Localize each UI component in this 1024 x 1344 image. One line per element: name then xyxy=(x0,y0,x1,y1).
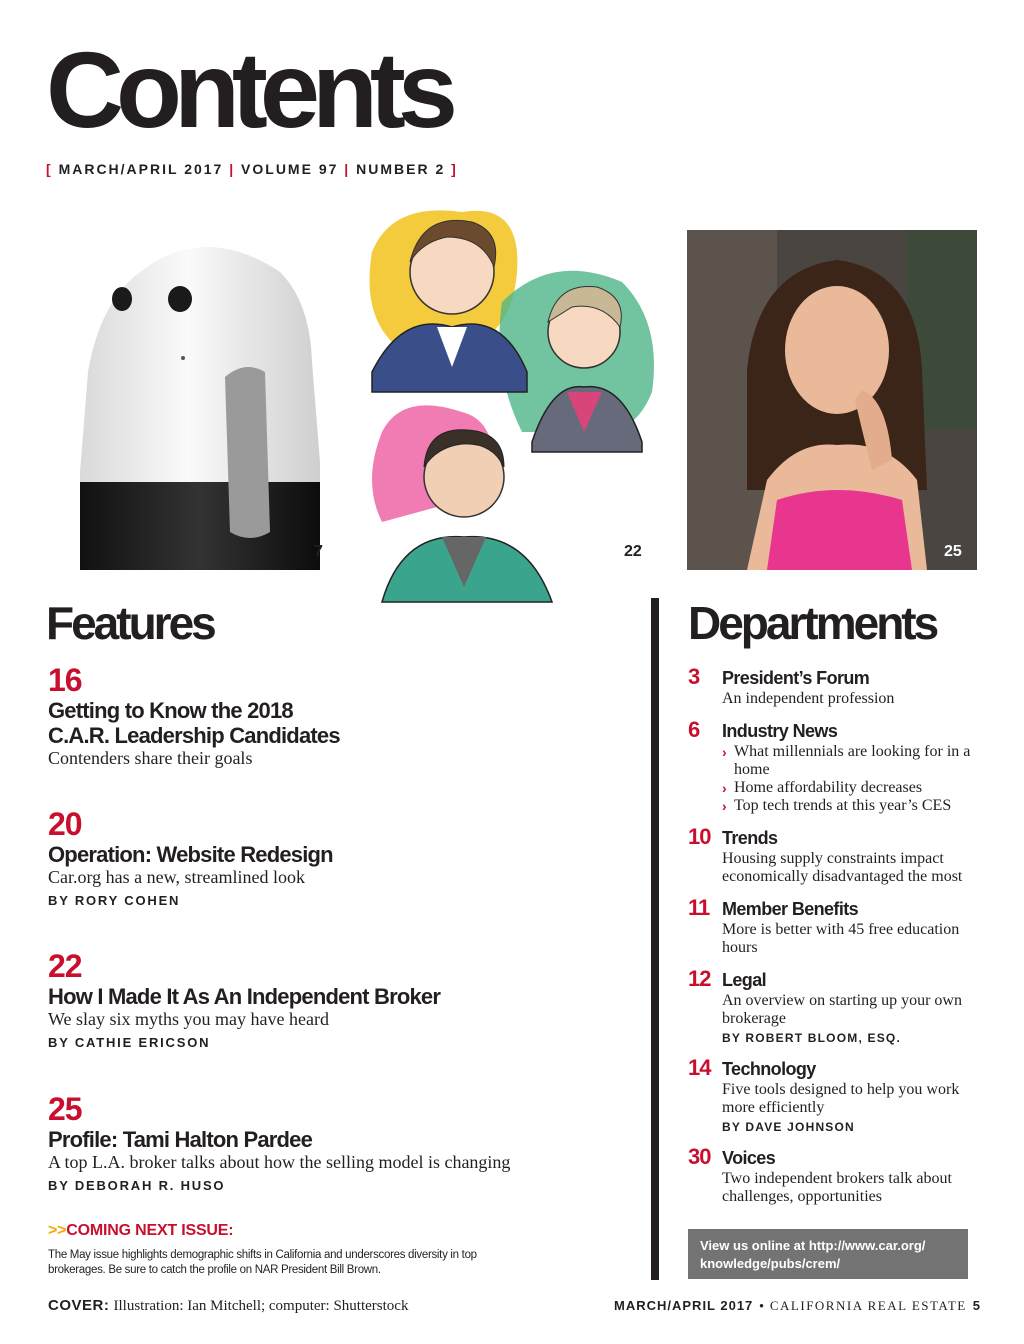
feature-page-number: 25 xyxy=(48,1091,82,1127)
cover-label: COVER: xyxy=(48,1297,110,1314)
coming-next-text: The May issue highlights demographic shifts in California and underscores diversity in top brokerages. Be sure to catch the profile on NAR President Bill Brown. xyxy=(48,1249,477,1276)
department-page-number: 6 xyxy=(688,717,700,742)
feature-title: How I Made It As An Independent Broker xyxy=(48,984,441,1009)
department-title: Technology xyxy=(722,1059,816,1079)
feature-title: C.A.R. Leadership Candidates xyxy=(48,723,340,748)
robot-image xyxy=(80,232,332,570)
double-chevron-icon: >> xyxy=(48,1222,67,1239)
list-item: › Home affordability decreases xyxy=(722,779,923,796)
feature-page-number: 20 xyxy=(48,806,82,842)
column-divider xyxy=(651,598,659,1280)
department-description: Five tools designed to help you work more efficiently xyxy=(722,1081,960,1116)
department-item[interactable] xyxy=(688,895,988,957)
feature-page-number: 22 xyxy=(48,948,82,984)
issue-separator: | xyxy=(344,161,351,177)
feature-description: Contenders share their goals xyxy=(48,748,253,768)
cover-credit xyxy=(48,1297,408,1315)
chevron-right-icon: › xyxy=(722,780,727,796)
department-byline: BY ROBERT BLOOM, ESQ. xyxy=(722,1031,901,1045)
issue-volume: VOLUME 97 xyxy=(241,161,339,177)
feature-title: Getting to Know the 2018 xyxy=(48,698,293,723)
feature-title: Profile: Tami Halton Pardee xyxy=(48,1127,313,1152)
feature-item[interactable] xyxy=(48,950,608,1050)
issue-close-bracket: ] xyxy=(451,161,458,177)
department-title: Legal xyxy=(722,970,767,990)
feature-byline: BY DEBORAH R. HUSO xyxy=(48,1178,226,1193)
department-page-number: 12 xyxy=(688,966,711,991)
issue-open-bracket: [ xyxy=(46,161,53,177)
department-item[interactable] xyxy=(688,1055,988,1134)
footer-date: MARCH/APRIL 2017 xyxy=(614,1298,754,1313)
department-description: An overview on starting up your own brokerage xyxy=(722,992,962,1027)
department-page-number: 10 xyxy=(688,824,711,849)
cover-text: Illustration: Ian Mitchell; computer: Shutterstock xyxy=(113,1298,409,1314)
issue-number: NUMBER 2 xyxy=(356,161,446,177)
department-page-number: 14 xyxy=(688,1055,711,1080)
online-link-line: View us online at http://www.car.org/ xyxy=(700,1238,926,1253)
footer-page-number: 5 xyxy=(972,1298,980,1313)
department-description: More is better with 45 free education hours xyxy=(722,921,960,956)
list-item: › Top tech trends at this year’s CES xyxy=(722,797,952,814)
candidates-illustration xyxy=(352,192,670,612)
department-page-number: 11 xyxy=(688,895,710,920)
online-link-box[interactable] xyxy=(688,1229,968,1279)
issue-info xyxy=(46,161,458,177)
feature-item[interactable] xyxy=(48,808,608,908)
chevron-right-icon: › xyxy=(722,744,727,760)
department-page-number: 30 xyxy=(688,1144,711,1169)
department-title: Member Benefits xyxy=(722,899,859,919)
coming-next-heading xyxy=(48,1222,233,1240)
profile-photo xyxy=(687,230,977,570)
coming-next-label: COMING NEXT ISSUE: xyxy=(66,1222,234,1239)
online-link-line: knowledge/pubs/crem/ xyxy=(700,1256,841,1271)
department-description: An independent profession xyxy=(722,690,895,707)
feature-item[interactable] xyxy=(48,664,608,768)
list-item: › What millennials are looking for in a home xyxy=(722,743,971,778)
page-title: Contents xyxy=(46,29,450,150)
department-item[interactable] xyxy=(688,664,988,708)
department-byline: BY DAVE JOHNSON xyxy=(722,1120,855,1134)
department-title: Voices xyxy=(722,1148,776,1168)
feature-title: Operation: Website Redesign xyxy=(48,842,333,867)
department-title: President’s Forum xyxy=(722,668,870,688)
image-page-number: 22 xyxy=(624,543,642,560)
feature-item[interactable] xyxy=(48,1093,608,1193)
footer-publication: CALIFORNIA REAL ESTATE xyxy=(769,1298,967,1313)
feature-page-number: 16 xyxy=(48,662,82,698)
features-heading: Features xyxy=(46,597,214,649)
issue-date: MARCH/APRIL 2017 xyxy=(58,161,224,177)
page-footer xyxy=(614,1298,980,1314)
image-page-number: 25 xyxy=(944,543,962,560)
department-item[interactable] xyxy=(688,824,988,886)
feature-byline: BY RORY COHEN xyxy=(48,893,181,908)
department-description: Two independent brokers talk about challenges, opportunities xyxy=(722,1170,952,1205)
department-title: Industry News xyxy=(722,721,838,741)
feature-description: Car.org has a new, streamlined look xyxy=(48,867,305,887)
feature-description: We slay six myths you may have heard xyxy=(48,1009,329,1029)
department-item[interactable] xyxy=(688,717,988,815)
department-item[interactable] xyxy=(688,966,988,1045)
department-title: Trends xyxy=(722,828,778,848)
issue-separator: | xyxy=(229,161,236,177)
chevron-right-icon: › xyxy=(722,798,727,814)
department-bullets xyxy=(722,743,988,815)
footer-bullet: • xyxy=(759,1298,764,1313)
department-description: Housing supply constraints impact economically disadvantaged the most xyxy=(722,850,963,885)
department-page-number: 3 xyxy=(688,664,700,689)
feature-byline: BY CATHIE ERICSON xyxy=(48,1035,211,1050)
image-page-number: 7 xyxy=(314,543,323,560)
department-item[interactable] xyxy=(688,1144,988,1206)
feature-description: A top L.A. broker talks about how the selling model is changing xyxy=(48,1152,511,1172)
departments-heading: Departments xyxy=(688,597,937,649)
